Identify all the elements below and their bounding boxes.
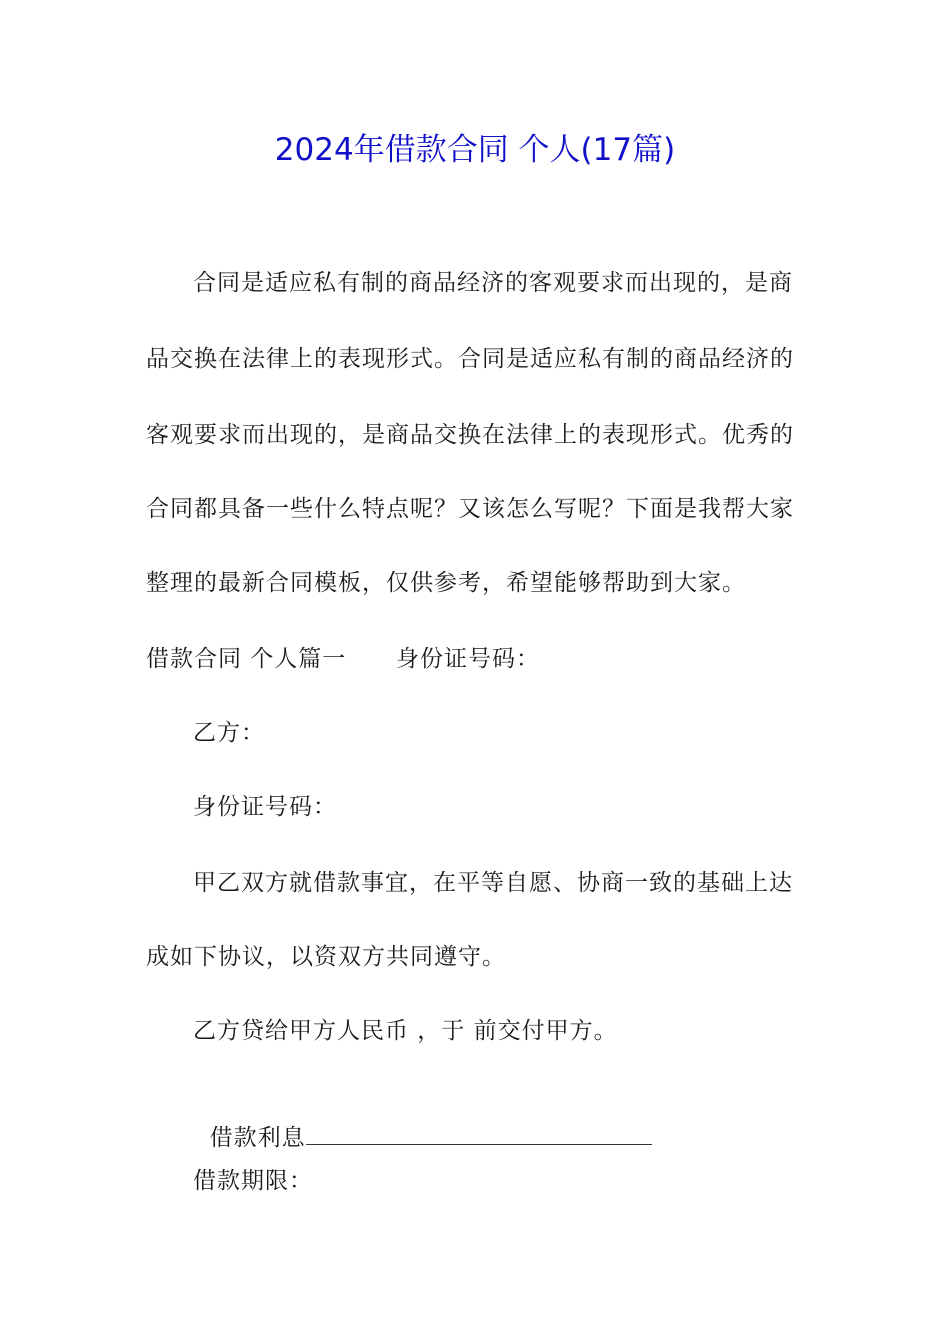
interest-label: 借款利息 <box>209 1125 306 1151</box>
document-title: 2024年借款合同 个人(17篇) <box>274 132 676 168</box>
section-heading: 借款合同 个人篇一 <box>146 646 347 672</box>
id-number-label-b: 身份证号码： <box>193 794 337 820</box>
loan-term-label: 借款期限： <box>193 1168 313 1194</box>
interest-blank-line <box>306 1122 652 1145</box>
intro-line-4: 合同都具备一些什么特点呢？又该怎么写呢？下面是我帮大家 <box>146 496 794 522</box>
loan-amount-clause: 乙方贷给甲方人民币 ，于 前交付甲方。 <box>193 1018 618 1044</box>
party-b-label: 乙方： <box>193 720 265 746</box>
id-number-label-a: 身份证号码： <box>396 646 540 672</box>
agreement-line-2: 成如下协议，以资双方共同遵守。 <box>146 944 506 970</box>
intro-line-2: 品交换在法律上的表现形式。合同是适应私有制的商品经济的 <box>146 346 794 372</box>
intro-line-1: 合同是适应私有制的商品经济的客观要求而出现的，是商 <box>193 270 793 296</box>
agreement-line-1: 甲乙双方就借款事宜，在平等自愿、协商一致的基础上达 <box>193 870 793 896</box>
interest-row <box>193 1092 652 1153</box>
intro-line-5: 整理的最新合同模板，仅供参考，希望能够帮助到大家。 <box>146 570 746 596</box>
intro-line-3: 客观要求而出现的，是商品交换在法律上的表现形式。优秀的 <box>146 422 794 448</box>
